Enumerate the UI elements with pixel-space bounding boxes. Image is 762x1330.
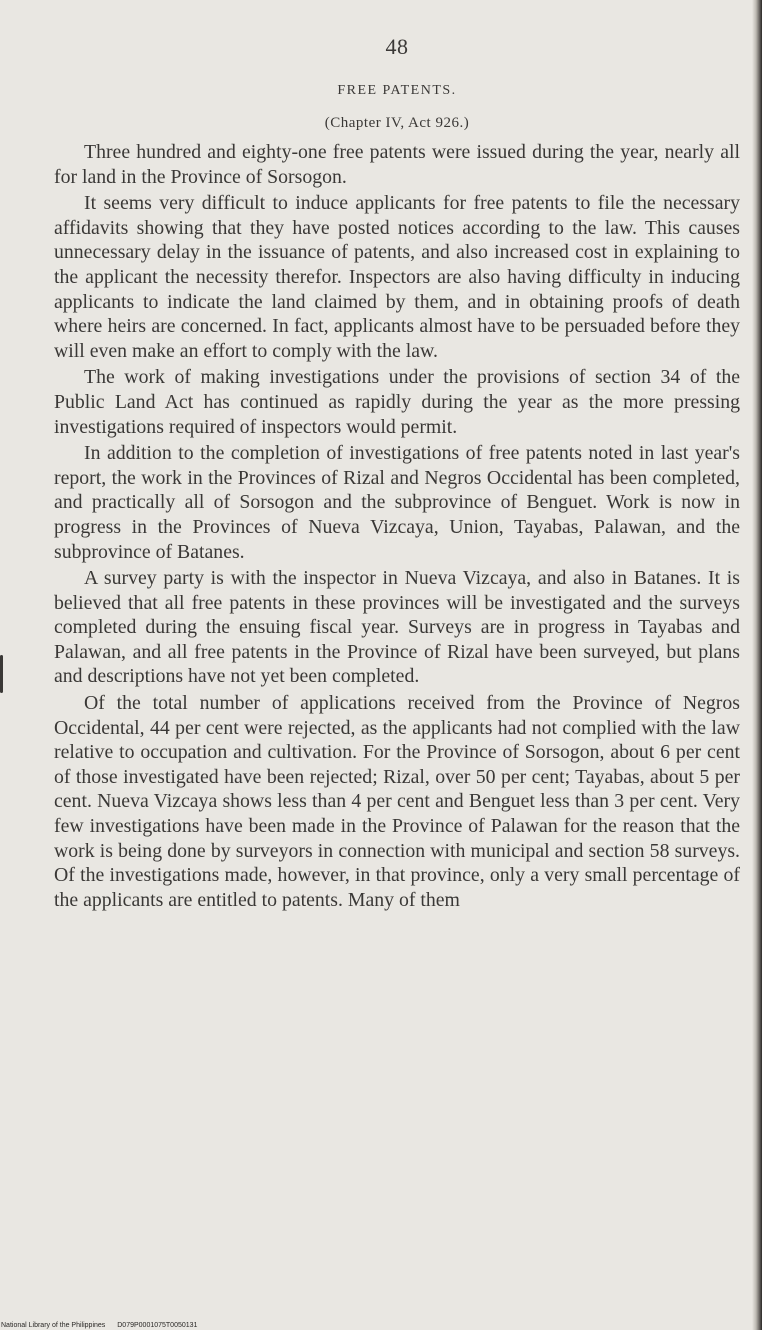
section-heading: FREE PATENTS. — [337, 83, 457, 98]
paragraph-1: Three hundred and eighty-one free patents were issued during the year, nearly all for land in the Province of Sorsogon. — [54, 141, 740, 188]
footer-library: National Library of the Philippines — [1, 1322, 106, 1329]
page-number: 48 — [385, 34, 409, 59]
page-edge-shadow — [752, 0, 762, 1330]
paragraph-2: It seems very difficult to induce applicants for free patents to file the necessary affidavits showing that they have posted notices according to the law. This causes unnecessary delay in the issuance of patents, and also increased cost in explaining to the applicant the necessity therefor. Inspectors are also having difficulty in inducing applicants to indicate the land claimed by them, and in obtaining proofs of death where heirs are concerned. In fact, applicants almost have to be persuaded before they will even make an effort to comply with the law. — [54, 192, 740, 362]
paragraph-3: The work of making investigations under the provisions of section 34 of the Public Land Act has continued as rapidly during the year as the more pressing investigations required of inspectors would permit. — [54, 366, 740, 438]
page-content — [54, 32, 740, 914]
scan-footer — [1, 1322, 207, 1329]
binding-mark — [0, 655, 3, 693]
section-subheading: (Chapter IV, Act 926.) — [324, 115, 470, 131]
paragraph-5: A survey party is with the inspector in Nueva Vizcaya, and also in Batanes. It is believed that all free patents in these provinces will be investigated and the surveys completed during the ensuing fiscal year. Surveys are in progress in Tayabas and Palawan, and all free patents in the Province of Rizal have been surveyed, but plans and descriptions have not yet been completed. — [54, 567, 740, 688]
paragraph-4: In addition to the completion of investigations of free patents noted in last year's report, the work in the Provinces of Rizal and Negros Occidental has been completed, and practically all of Sorsogon and the subprovince of Benguet. Work is now in progress in the Provinces of Nueva Vizcaya, Union, Tayabas, Palawan, and the subprovince of Batanes. — [54, 442, 740, 563]
paragraph-6: Of the total number of applications received from the Province of Negros Occidental, 44 per cent were rejected, as the applicants had not complied with the law relative to occupation and cultivation. For the Province of Sorsogon, about 6 per cent of those investigated have been rejected; Rizal, over 50 per cent; Tayabas, about 5 per cent. Nueva Vizcaya shows less than 4 per cent and Benguet less than 3 per cent. Very few investigations have been made in the Province of Palawan for the reason that the work is being done by surveyors in connection with municipal and section 58 surveys. Of the investigations made, however, in that province, only a very small percentage of the applicants are entitled to patents. Many of them — [54, 692, 740, 911]
footer-code: D079P0001075T0050131 — [117, 1322, 198, 1329]
